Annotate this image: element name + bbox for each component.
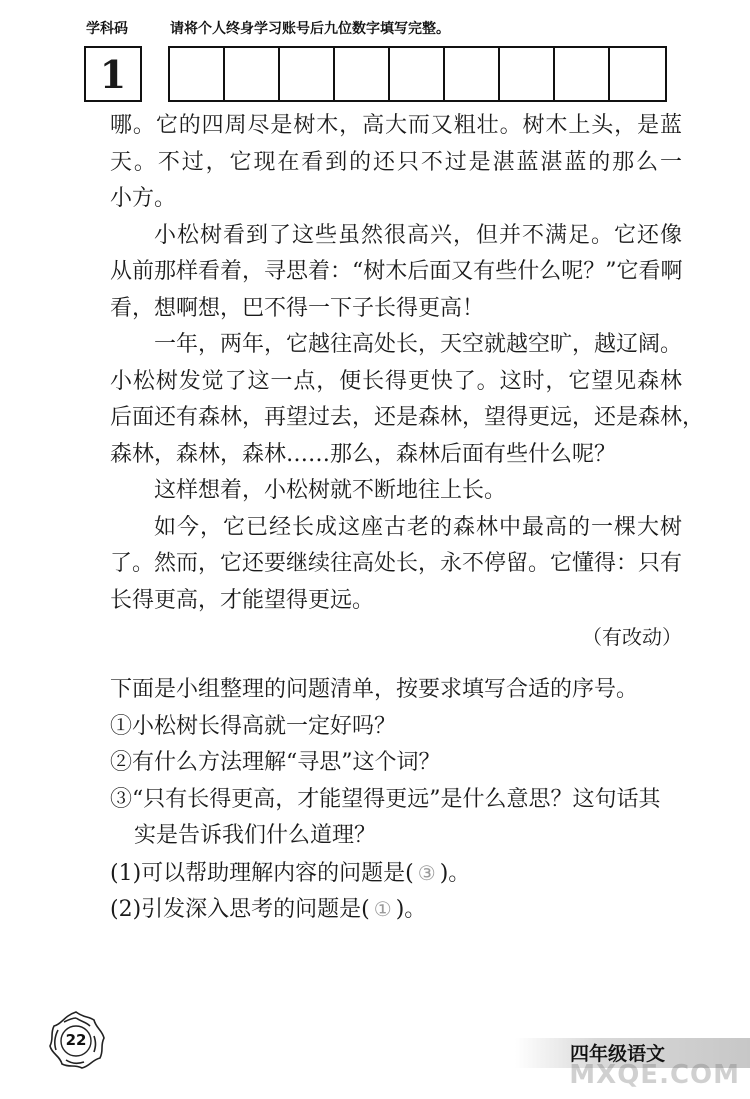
account-digit-row (168, 46, 667, 102)
passage-line: 了。然而，它还要继续往高处长，永不停留。它懂得：只有 (110, 551, 683, 576)
question-item: ②有什么方法理解“寻思”这个词？ (110, 750, 441, 775)
account-instruction: 请将个人终身学习账号后九位数字填写完整。 (170, 21, 450, 37)
account-digit-cell[interactable] (280, 48, 335, 100)
passage-line: 长得更高，才能望得更远。 (110, 587, 375, 613)
account-digit-cell[interactable] (610, 48, 665, 100)
question-item-continued: 实是告诉我们什么道理？ (134, 823, 377, 848)
passage-line: 如今，它已经长成这座古老的森林中最高的一棵大树 (154, 514, 682, 540)
page-number: 22 (65, 1031, 87, 1049)
account-digit-cell[interactable] (555, 48, 610, 100)
passage-line: 小松树发觉了这一点，便长得更快了。这时，它望见森林 (110, 368, 682, 394)
grade-label: 四年级语文 (570, 1043, 666, 1065)
passage-line: 哪。它的四周尽是树木，高大而又粗壮。树木上头，是蓝 (110, 113, 682, 138)
passage-line: 天。不过，它现在看到的还只不过是湛蓝湛蓝的那么一 (110, 149, 682, 175)
account-digit-cell[interactable] (500, 48, 555, 100)
passage-line: 看，想啊想，巴不得一下子长得更高！ (110, 295, 485, 321)
question-item: ③“只有长得更高，才能望得更远”是什么意思？这句话其 (110, 786, 661, 812)
passage-line: 从前那样看着，寻思着：“树木后面又有些什么呢？”它看啊 (110, 259, 683, 284)
subject-code-label: 学科码 (86, 21, 128, 37)
question-item: ①小松树长得高就一定好吗？ (110, 713, 397, 739)
passage-line: 小松树看到了这些虽然很高兴，但并不满足。它还像 (154, 222, 682, 248)
answer-line-1 (110, 855, 682, 892)
account-digit-cell[interactable] (225, 48, 280, 100)
account-digit-cell[interactable] (335, 48, 390, 100)
passage-line: 一年，两年，它越往高处长，天空就越空旷，越辽阔。 (154, 332, 683, 357)
answer-1-suffix: )。 (439, 860, 471, 886)
question-list (110, 672, 682, 928)
passage-line: 这样想着，小松树就不断地往上长。 (154, 478, 507, 503)
subject-code-box (84, 46, 142, 102)
answer-2-prefix: (2)引发深入思考的问题是( (110, 897, 370, 922)
passage-line: 小方。 (110, 186, 177, 211)
answer-2-value[interactable]: ① (373, 897, 392, 921)
source-note: （有改动） (582, 625, 682, 649)
account-digit-cell[interactable] (390, 48, 445, 100)
subject-code-value: 1 (99, 51, 127, 97)
answer-2-suffix: )。 (395, 897, 427, 922)
reading-passage (110, 108, 705, 656)
watermark: MXQE.COM (569, 1060, 740, 1090)
passage-line: 森林，森林，森林……那么，森林后面有些什么呢？ (110, 441, 617, 467)
account-digit-cell[interactable] (445, 48, 500, 100)
answer-1-value[interactable]: ③ (417, 860, 436, 885)
answer-line-2 (110, 891, 682, 928)
answer-1-prefix: (1)可以帮助理解内容的问题是( (110, 860, 414, 886)
passage-line: 后面还有森林，再望过去，还是森林，望得更远，还是森林， (110, 405, 705, 430)
account-digit-cell[interactable] (170, 48, 225, 100)
question-intro: 下面是小组整理的问题清单，按要求填写合适的序号。 (110, 677, 639, 702)
